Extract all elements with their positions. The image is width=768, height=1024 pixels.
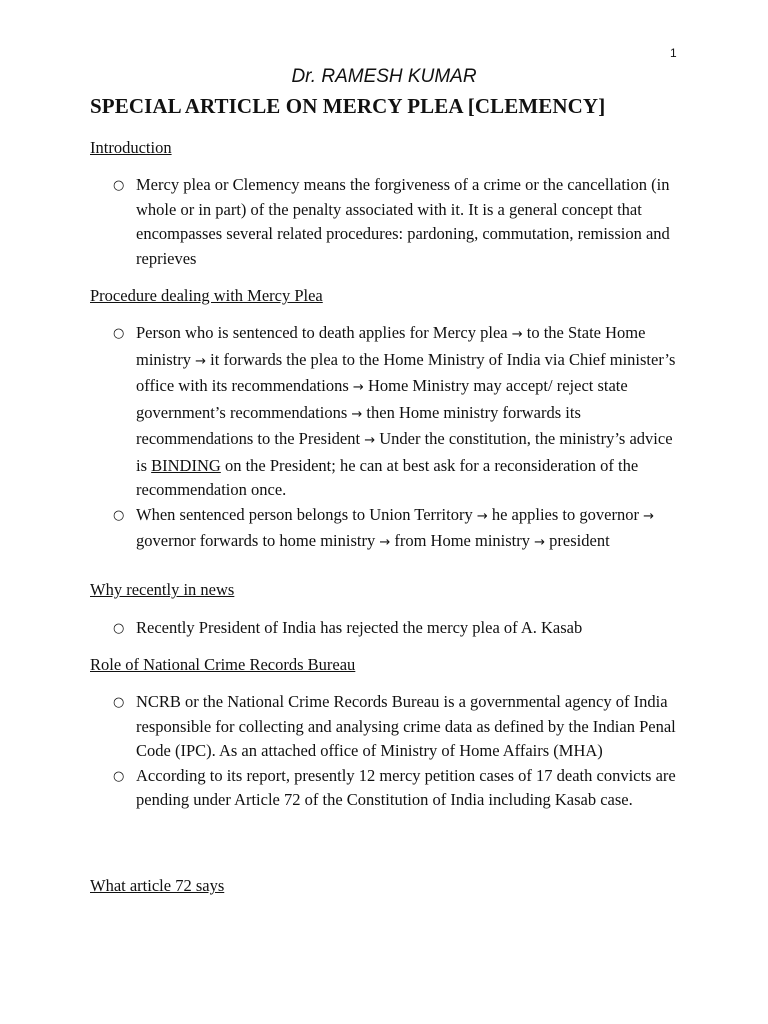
heading-news: Why recently in news <box>90 580 235 599</box>
arrow-icon: → <box>195 353 207 369</box>
list-item-text: on the President; he can at best ask for a reconsideration of the recommendation once. <box>136 455 639 499</box>
list-item <box>0 503 676 556</box>
heading-procedure: Procedure dealing with Mercy Plea <box>90 286 323 305</box>
arrow-icon: → <box>364 433 376 448</box>
list-item-text: president <box>545 531 610 550</box>
arrow-icon: → <box>643 508 654 524</box>
list-item-text: Recently President of India has rejected the mercy plea of A. Kasab <box>136 618 583 637</box>
arrow-icon: → <box>379 535 391 550</box>
list-item-text: Person who is sentenced to death applies for Mercy plea <box>136 323 512 342</box>
list-item <box>0 616 676 641</box>
list-item <box>0 173 676 271</box>
heading-ncrb: Role of National Crime Records Bureau <box>90 655 356 674</box>
arrow-icon: → <box>351 406 363 422</box>
arrow-icon: → <box>511 327 523 342</box>
list-item-text: it forwards the plea to the Home Ministry of India via Chief minister’s office with its recommendations <box>136 349 676 395</box>
author-name: Dr. RAMESH KUMAR <box>291 66 477 87</box>
list-item <box>0 321 676 503</box>
arrow-icon: → <box>534 535 546 550</box>
list-item-text: NCRB or the National Crime Records Bureau is a governmental agency of India responsible for collecting and analysing crime data as defined by the Indian Penal Code (IPC). As an attached office of Ministry of Home Affairs (MHA) <box>136 692 676 760</box>
heading-introduction: Introduction <box>90 138 172 157</box>
list-item <box>0 690 676 764</box>
document-title: SPECIAL ARTICLE ON MERCY PLEA [CLEMENCY] <box>90 94 606 118</box>
arrow-icon: → <box>476 508 488 524</box>
procedure-list <box>0 321 676 556</box>
binding-emphasis: BINDING <box>151 455 221 475</box>
bullet-icon: ○ <box>113 621 125 636</box>
bullet-icon: ○ <box>113 768 125 784</box>
list-item-text: Under the constitution, the ministry’s advice is <box>136 429 673 475</box>
heading-article72: What article 72 says <box>90 876 225 895</box>
list-item-text: Home Ministry may accept/ reject state government’s recommendations <box>136 376 628 422</box>
arrow-icon: → <box>352 380 364 395</box>
list-item <box>0 764 676 813</box>
bullet-icon: ○ <box>113 695 125 710</box>
list-item-text: from Home ministry <box>390 531 535 550</box>
list-item-text: to the State Home ministry <box>136 323 646 369</box>
list-item-text: governor forwards to home ministry <box>136 531 380 550</box>
list-item-text: Mercy plea or Clemency means the forgiveness of a crime or the cancellation (in whole or in part) of the penalty associated with it. It is a general concept that encompasses several related procedures: pardoning, commutation, remission and reprieves <box>136 175 670 268</box>
bullet-icon: ○ <box>113 178 125 193</box>
bullet-icon: ○ <box>113 326 125 341</box>
ncrb-list <box>0 690 676 813</box>
list-item-text: then Home ministry forwards its recommendations to the President <box>136 402 581 448</box>
news-list <box>0 616 676 641</box>
list-item-text: When sentenced person belongs to Union Territory <box>136 504 477 524</box>
bullet-icon: ○ <box>113 507 125 523</box>
list-item-text: According to its report, presently 12 mercy petition cases of 17 death convicts are pending under Article 72 of the Constitution of India including Kasab case. <box>136 765 676 809</box>
list-item-text: he applies to governor <box>487 504 644 524</box>
page-number: 1 <box>670 46 677 60</box>
introduction-list <box>0 173 676 271</box>
